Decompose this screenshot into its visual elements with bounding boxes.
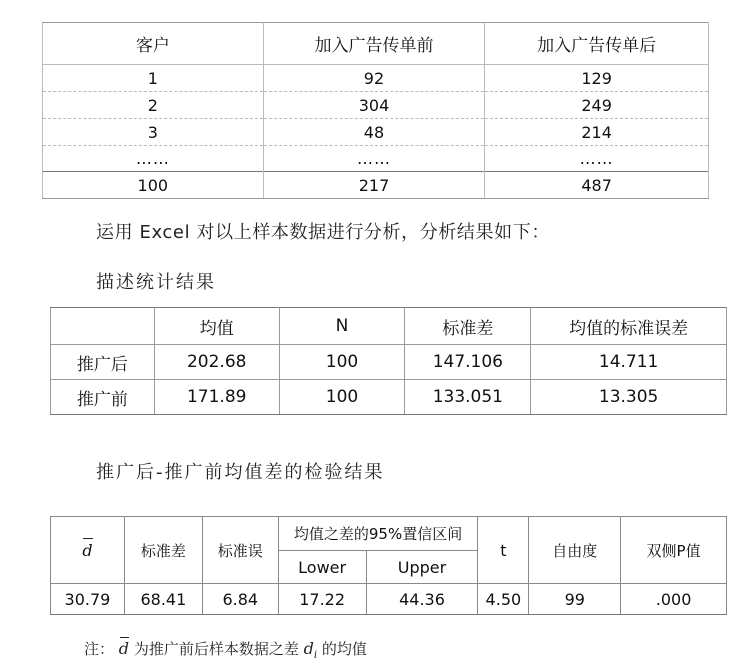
table-cell: .000 [621, 584, 727, 615]
table-cell: 1 [43, 65, 264, 92]
row-label: 推广后 [51, 345, 155, 380]
table-row [43, 65, 709, 92]
customer-data-table [42, 22, 709, 199]
table-cell: 100 [279, 345, 405, 380]
d-bar-symbol: d [82, 540, 93, 560]
table-cell: 3 [43, 119, 264, 146]
analysis-intro-text: 运用 Excel 对以上样本数据进行分析，分析结果如下： [96, 222, 550, 243]
table-cell: 99 [529, 584, 621, 615]
footnote [84, 638, 367, 661]
table-cell: 30.79 [51, 584, 125, 615]
column-header: Upper [366, 551, 478, 584]
table-cell: 4.50 [478, 584, 529, 615]
column-header: 加入广告传单后 [485, 23, 709, 65]
table-row [43, 119, 709, 146]
di-subscript: i [313, 650, 318, 662]
table-cell: 92 [263, 65, 485, 92]
table-cell: 100 [43, 172, 264, 199]
descriptive-stats-title: 描述统计结果 [96, 272, 216, 293]
table-row-ellipsis [43, 146, 709, 172]
table-cell: 129 [485, 65, 709, 92]
table-cell: 6.84 [202, 584, 278, 615]
table-cell: …… [43, 146, 264, 172]
table-cell: 171.89 [154, 380, 279, 415]
table-cell: 17.22 [278, 584, 366, 615]
table-cell: 202.68 [154, 345, 279, 380]
table-cell: …… [263, 146, 485, 172]
column-header: 均值 [154, 308, 279, 345]
table-cell: 249 [485, 92, 709, 119]
table-cell: 147.106 [405, 345, 531, 380]
column-header: 标准差 [405, 308, 531, 345]
table-row [51, 345, 727, 380]
table-cell: 214 [485, 119, 709, 146]
table-header-row [43, 23, 709, 65]
table-row [51, 380, 727, 415]
column-header: 加入广告传单前 [263, 23, 485, 65]
column-header: t [478, 517, 529, 584]
note-suffix: 的均值 [321, 640, 367, 658]
test-result-title: 推广后-推广前均值差的检验结果 [96, 462, 385, 483]
table-cell: 487 [485, 172, 709, 199]
table-header-row [51, 517, 727, 551]
table-row [43, 92, 709, 119]
table-cell: 13.305 [531, 380, 727, 415]
mean-difference-test-table [50, 516, 727, 615]
column-header: Lower [278, 551, 366, 584]
row-label: 推广前 [51, 380, 155, 415]
table-cell: 68.41 [124, 584, 202, 615]
d-bar-symbol: d [118, 639, 130, 658]
table-cell: 2 [43, 92, 264, 119]
mean-diff-header [51, 517, 125, 584]
table-cell: 133.051 [405, 380, 531, 415]
table-row [51, 584, 727, 615]
column-header: N [279, 308, 405, 345]
column-header: 均值的标准误差 [531, 308, 727, 345]
descriptive-stats-table [50, 307, 727, 415]
table-cell: …… [485, 146, 709, 172]
table-cell: 14.711 [531, 345, 727, 380]
column-header: 标准误 [202, 517, 278, 584]
table-header-row [51, 308, 727, 345]
table-cell: 44.36 [366, 584, 478, 615]
table-row [43, 172, 709, 199]
note-prefix: 注： [84, 640, 115, 658]
note-text: 为推广前后样本数据之差 [133, 640, 299, 658]
table-cell: 48 [263, 119, 485, 146]
column-header: 自由度 [529, 517, 621, 584]
table-cell: 100 [279, 380, 405, 415]
table-cell: 304 [263, 92, 485, 119]
ci-header: 均值之差的95%置信区间 [278, 517, 478, 551]
di-symbol [303, 639, 318, 662]
column-header: 双侧P值 [621, 517, 727, 584]
column-header [51, 308, 155, 345]
di-letter: d [303, 639, 314, 658]
table-cell: 217 [263, 172, 485, 199]
column-header: 客户 [43, 23, 264, 65]
column-header: 标准差 [124, 517, 202, 584]
